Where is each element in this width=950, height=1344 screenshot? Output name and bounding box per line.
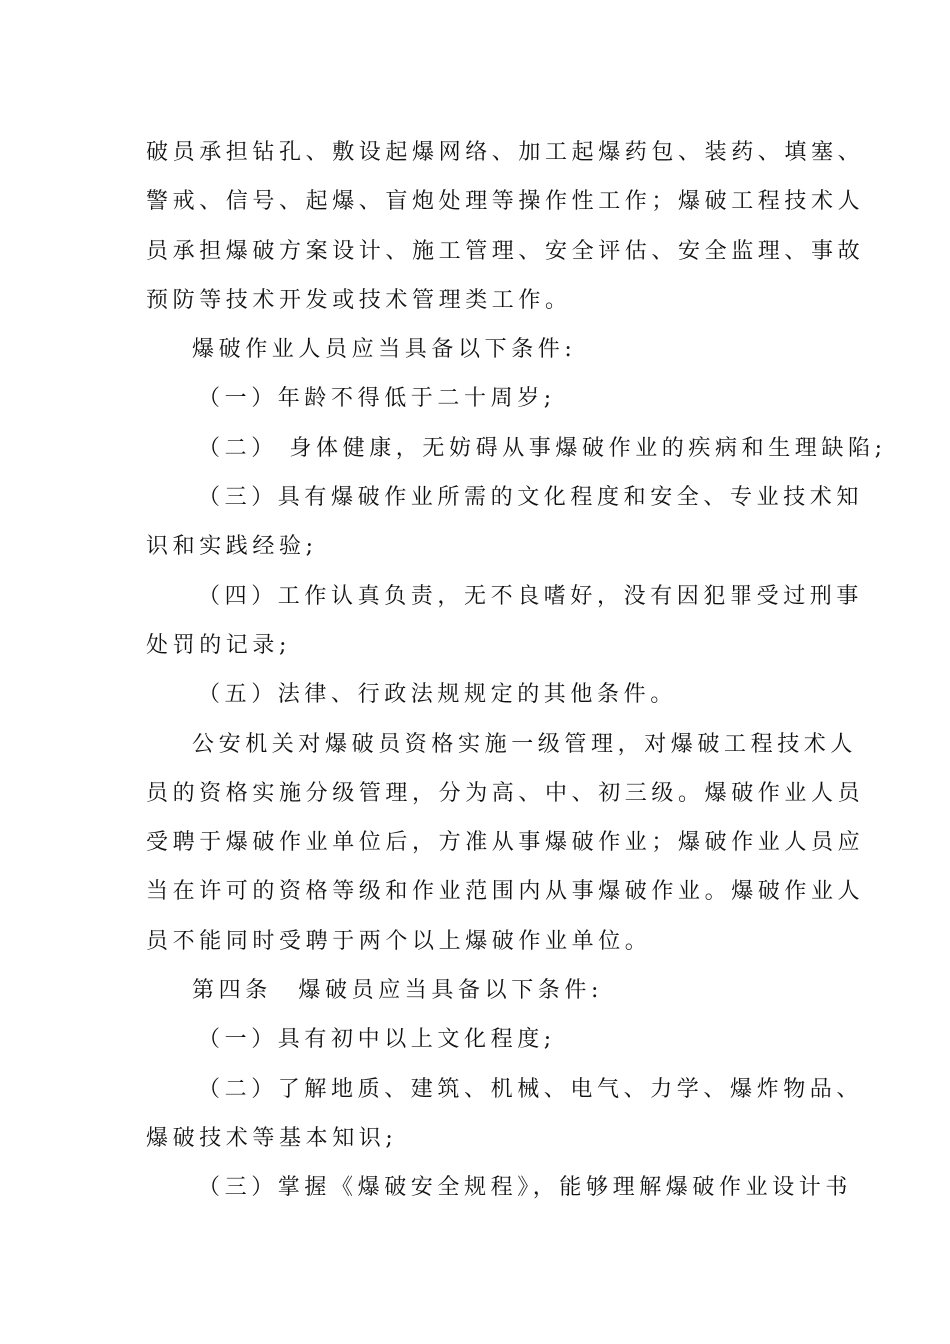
document-page xyxy=(146,128,887,1213)
text-line: 员的资格实施分级管理，分为高、中、初三级。爆破作业人员 xyxy=(146,780,865,806)
text-line: 破员承担钻孔、敷设起爆网络、加工起爆药包、装药、填塞、 xyxy=(146,140,865,165)
list-item: （三）具有爆破作业所需的文化程度和安全、专业技术知 xyxy=(198,485,864,511)
list-item: （五）法律、行政法规规定的其他条件。 xyxy=(198,682,677,708)
list-item: （四）工作认真负责，无不良嗜好，没有因犯罪受过刑事 xyxy=(198,583,864,609)
text-line: 识和实践经验; xyxy=(146,534,318,560)
paragraph-start: 公安机关对爆破员资格实施一级管理，对爆破工程技术人 xyxy=(192,731,858,757)
text-line: 员承担爆破方案设计、施工管理、安全评估、安全监理、事故 xyxy=(146,238,865,264)
list-item: （二） 身体健康，无妨碍从事爆破作业的疾病和生理缺陷; xyxy=(198,435,887,461)
article-heading: 第四条 爆破员应当具备以下条件: xyxy=(192,978,604,1004)
text-line: 警戒、信号、起爆、盲炮处理等操作性工作；爆破工程技术人 xyxy=(146,189,865,215)
text-line: 员不能同时受聘于两个以上爆破作业单位。 xyxy=(146,928,652,954)
text-line: 预防等技术开发或技术管理类工作。 xyxy=(146,287,572,313)
paragraph-heading: 爆破作业人员应当具备以下条件: xyxy=(192,337,577,363)
text-line: 当在许可的资格等级和作业范围内从事爆破作业。爆破作业人 xyxy=(146,879,865,905)
list-item: （一）具有初中以上文化程度; xyxy=(198,1027,556,1053)
text-line: 爆破技术等基本知识; xyxy=(146,1125,398,1151)
list-item: （三）掌握《爆破安全规程》，能够理解爆破作业设计书 xyxy=(198,1175,853,1201)
list-item: （二）了解地质、建筑、机械、电气、力学、爆炸物品、 xyxy=(198,1076,864,1102)
list-item: （一）年龄不得低于二十周岁; xyxy=(198,386,556,412)
text-line: 受聘于爆破作业单位后，方准从事爆破作业；爆破作业人员应 xyxy=(146,830,865,856)
text-line: 处罚的记录; xyxy=(146,632,292,658)
